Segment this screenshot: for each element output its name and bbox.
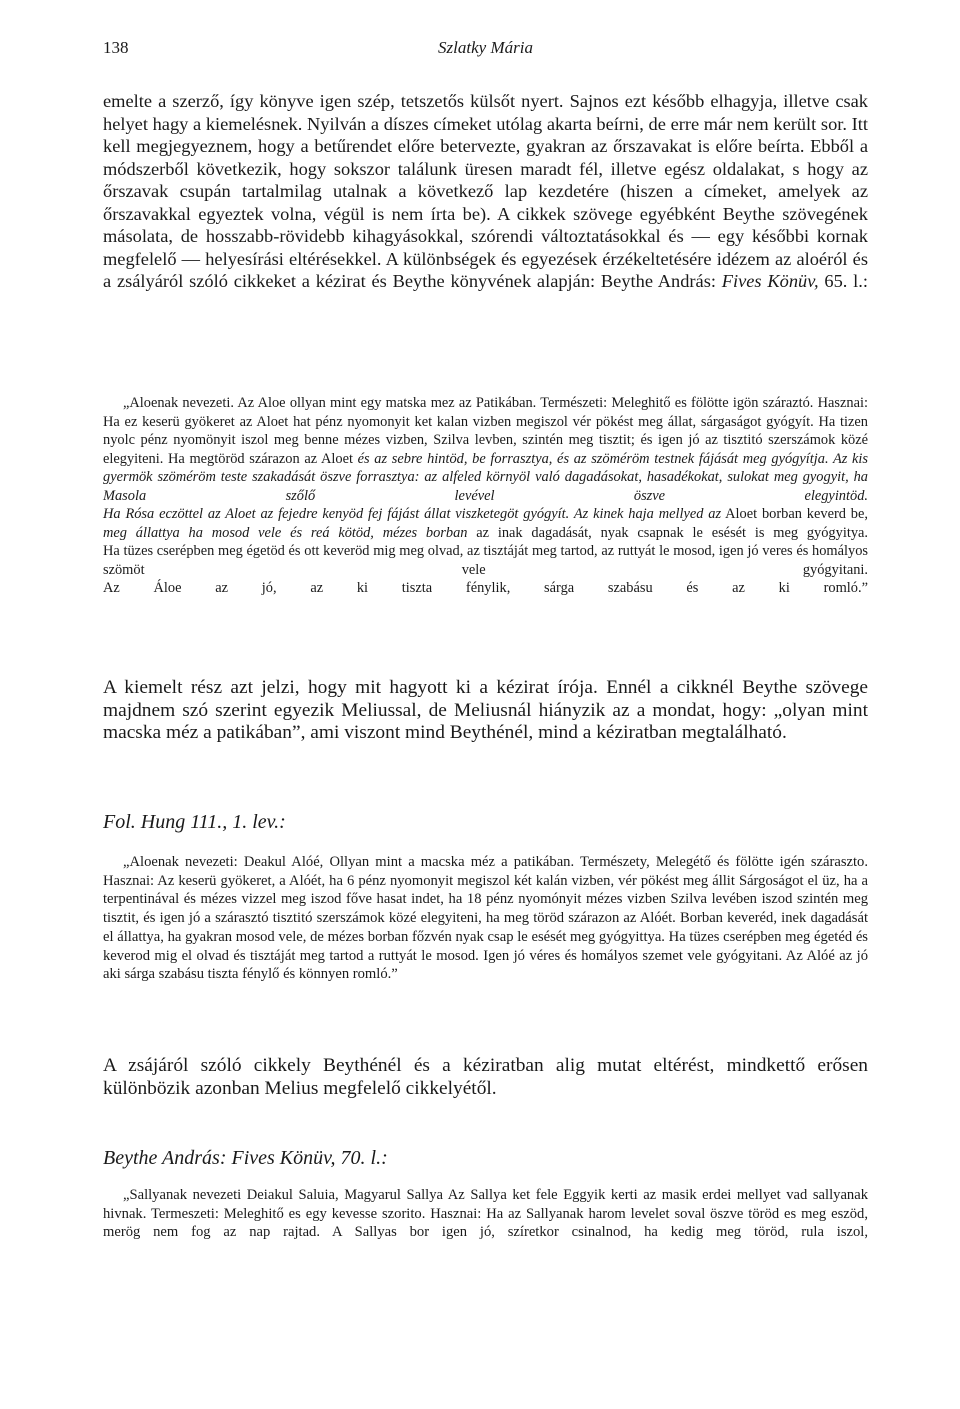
page-number: 138 [103,38,129,57]
quote-aloe-beythe [103,394,868,598]
paragraph-comparison: A kiemelt rész azt jelzi, hogy mit hagyott ki a kézirat írója. Ennél a cikknél Beythe szövege majdnem szó szerint egyezik Meliussal, de Meliusnál hiányzik az a mondat, hogy: „olyan mint macska méz a patikában”, ami viszont mind Beythénél, mind a kéziratban megtalálható. [103,677,868,743]
running-head [103,38,868,62]
source-heading-fol-hung: Fol. Hung 111., 1. lev.: [103,811,286,833]
paragraph-sage: A zsájáról szóló cikkely Beythénél és a kéziratban alig mutat eltérést, mindkettő erősen különbözik azonban Melius megfelelő cikkelyétől. [103,1055,868,1099]
quote-text: Ha tüzes cserépben meg égetöd és ott keveröd mig meg olvad, az tisztáját meg tartod, az ruttyát le mosod, igen jó veres és homályos szömöt vele gyógyitani. [103,543,868,578]
quote-aloe-manuscript: „Aloenak nevezeti: Deakul Alóé, Ollyan mint a macska méz a patikában. Természety, Melegétő és fölötte igén száraszto. Hasznai: Az keserü gyökeret, a Alóét, ha 6 pénz nyomonyit megiszol két kalán vizben, vér pökést meg állit Sárgoságot el üz, ha a terpentinával és mézes vizzel meg iszod főve hasat indet, ha 18 pénz nyomónyit mézes vizben Szilva levében iszod szintén meg tisztit, és igen jó a szárasztó tisztitó szerszámok közé elegyiteni, ha meg töröd szárazon az Alóét. Borban keveréd, inek dagadását el állattya, ha gyakran mosod vele, de mézes borban főzvén nyak csap le esését meg gyógyittya. Ha tüzes cserépben meg égetéd és keverod mig el olvad és tisztáját meg tartod a ruttyát le mosod. Igen jó véres és homályos szemet vele gyógyitani. Az Alóé az jó aki sárga szabásu tiszta fénylő és könnyen romló.” [103,854,868,983]
quote-text: az inak dagadását, nyak csapnak le esését is meg gyógyitya. [467,524,868,541]
quote-sage-beythe: „Sallyanak nevezeti Deiakul Saluia, Magyarul Sallya Az Sallya ket fele Eggyik kerti az masik erdei mellyet vad sallyanak hivnak. Termeszeti: Meleghitő es egy kevesse szorito. Hasznai: Ha az Sallyanak harom levelet soval öszve töröd es meg eszöd, merög nem fog az nap rajtad. A Sallyas bor igen jó, szíretkor csinalnod, ha kedig meg töröd, rula iszol, [103,1187,868,1241]
page-reference: 65. l.: [818,271,868,291]
source-heading-beythe: Beythe András: Fives Könüv, 70. l.: [103,1147,388,1169]
paragraph-manuscript-description [103,90,868,293]
quote-text: „Aloenak nevezeti. Az Aloe ollyan mint egy matska mez az Patikában. Természeti: Meleghitő es fölötte igön száraztó. Hasznai: Ha ez keserü gyökeret az Aloet hat pénz nyomonyit ket kalan vizben megiszol vér pökést meg állat, sárgaságot gyógyít. Ha tizen nyolc pénz nyomönyit iszol meg benne mézes vizben, Szilva levben, szintén meg tisztit; és igen jó az tisztitó szerszámok közé elegyiteni. Ha megtöröd szárazon az Aloet [103,395,868,467]
omitted-passage: meg állattya ha mosod vele és reá kötöd, mézes borban [103,524,468,541]
running-title: Szlatky Mária [438,38,533,57]
paragraph-text: emelte a szerző, így könyve igen szép, tetszetős külsőt nyert. Sajnos ezt később elhagyja, illetve csak helyet hagy a kiemelésnek. Nyilván a díszes címeket utólag akarta beírni, de erre már nem került sor. Itt kell megjegyeznem, hogy a betűrendet előre betervezte, gyakran az őrszavakat is előre beírta. Ebből a módszerből következik, hogy sokszor találunk üresen maradt fél, illetve egész oldalakat, s hogy az őrszavak csupán tartalmilag utalnak a következő lap kezdetére (hiszen a címeket, amelyek az őrszavakkal egyeztek volna, végül is nem írta be). A cikkek szövege egyébként Beythe szövegének másolata, de hosszabb-rövidebb kihagyásokkal, szórendi változtatásokkal és — egy későbbi kornak megfelelő — helyesírási eltérésekkel. A különbségek és egyezések érzékeltetésére idézem az aloéról és a zsályáról szóló cikkeket a kézirat és Beythe könyvének alapján: Beythe András: [103,91,868,291]
omitted-passage: és az sebre hintöd, be forrasztya, és az szöméröm testnek fájását meg gyógyítja. Az kis gyermök szöméröm teste szakadását öszve forrasztya: az alfeled környöl való dagadásokat, hasadékokat, sulokat meg gyogyit, ha Masola szőlő levével öszve elegyintöd. [103,450,869,504]
omitted-passage: Ha Rósa eczöttel az Aloet az fejedre kenyöd fej fájást állat viszketegöt gyógyít. Az kinek haja mellyed az [103,506,722,522]
quote-text: Az Áloe az jó, az ki tiszta fénylik, sárga szabásu és az ki romló.” [103,580,868,596]
book-title: Fives Könüv, [721,271,819,291]
quote-text: Aloet borban keverd be, [721,506,868,522]
